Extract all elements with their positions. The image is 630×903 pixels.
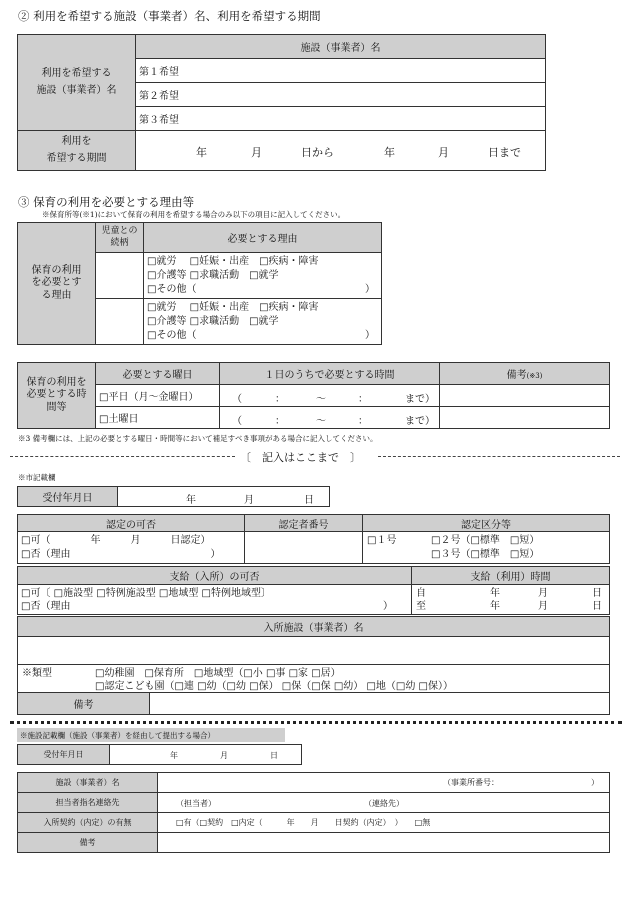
period-label-cell <box>18 131 136 171</box>
day-header: 必要とする曜日 <box>96 363 220 385</box>
divider-text: 〔 記入はここまで 〕 <box>240 451 361 464</box>
saturday-notes[interactable] <box>440 407 610 429</box>
type-label: ※類型 <box>22 668 52 679</box>
weekday-notes[interactable] <box>440 385 610 407</box>
divider-line-right <box>378 456 620 457</box>
contact-label: 担当者指名連絡先 <box>18 793 158 813</box>
reason-2-line3: □その他（ ） <box>147 329 375 341</box>
admission-facility-field[interactable] <box>18 637 610 665</box>
saturday-time[interactable]: （ ： ～ ： まで） <box>220 407 440 429</box>
reason-cell-2[interactable] <box>144 299 382 345</box>
period-month-from: 月 <box>251 146 262 159</box>
facility-received-label: 受付年月日 <box>18 745 110 765</box>
period-year-from: 年 <box>196 146 207 159</box>
number-header: 認定者番号 <box>245 515 363 532</box>
weekday-option[interactable]: □平日（月～金曜日） <box>96 385 220 407</box>
city-notes-label: 備考 <box>18 693 150 715</box>
facility-label-2: 施設（事業者）名 <box>36 84 117 96</box>
deny-option[interactable]: □否（理由 ） <box>21 548 221 560</box>
contact-field[interactable] <box>158 793 610 813</box>
facility-name-field[interactable]: （事業所番号： ） <box>158 773 610 793</box>
facility-label-cell <box>18 35 136 131</box>
admission-table <box>17 616 610 715</box>
type-cell[interactable] <box>18 665 610 693</box>
relation-cell-2[interactable] <box>96 299 144 345</box>
section2-title: ② 利用を希望する施設（事業者）名、利用を希望する期間 <box>18 9 321 23</box>
footnote-3: ※3 備考欄には、上記の必要とする曜日・時間等において補足すべき事項がある場合に記入してください。 <box>18 434 378 443</box>
choice-2[interactable]: 第２希望 <box>136 83 546 107</box>
reason-2-line1: □就労 □妊娠・出産 □疾病・障害 <box>147 301 319 313</box>
divider-line-left <box>10 456 235 457</box>
time-label: 保育の利用を必要とする時間等 <box>18 363 96 429</box>
facility-choice-table <box>17 34 546 171</box>
saturday-option[interactable]: □土曜日 <box>96 407 220 429</box>
period-label-1: 利用を <box>61 136 92 147</box>
choice-1[interactable]: 第１希望 <box>136 59 546 83</box>
reason-2-line2: □介護等 □求職活動 □就学 <box>147 315 279 327</box>
facility-name-label: 施設（事業者）名 <box>18 773 158 793</box>
facility-info-table <box>17 772 610 853</box>
approval-cell[interactable] <box>18 532 245 564</box>
period-field[interactable] <box>136 131 546 171</box>
reason-cell-1[interactable] <box>144 253 382 299</box>
category-header: 認定区分等 <box>363 515 610 532</box>
facility-label-1: 利用を希望する <box>41 68 112 79</box>
supply-time-cell[interactable]: 自 年 月 日 至 年 月 日 <box>412 585 610 615</box>
type-options-1[interactable]: □幼稚園 □保育所 □地域型（□小 □事 □家 □居） <box>95 668 341 679</box>
reason-header: 必要とする理由 <box>144 223 382 253</box>
period-month-to: 月 <box>438 146 449 159</box>
supply-header: 支給（入所）の可否 <box>18 567 412 585</box>
time-header: １日のうちで必要とする時間 <box>220 363 440 385</box>
section3-title: ③ 保育の利用を必要とする理由等 <box>18 195 195 209</box>
facility-received-table <box>17 744 302 765</box>
supply-approve-option[interactable]: □可〔 □施設型 □特例施設型 □地域型 □特例地域型〕 <box>21 587 271 599</box>
facility-notes-label: 備考 <box>18 833 158 853</box>
supply-time-header: 支給（利用）時間 <box>412 567 610 585</box>
facility-received-field[interactable]: 年 月 日 <box>110 745 302 765</box>
type-options-2[interactable]: □認定こども園（□連 □幼（□幼 □保） □保（□保 □幼） □地（□幼 □保）） <box>95 681 454 692</box>
reason-1-line2: □介護等 □求職活動 □就学 <box>147 269 279 281</box>
choice-3[interactable]: 第３希望 <box>136 107 546 131</box>
city-received-label: 受付年月日 <box>18 487 118 507</box>
admission-header: 入所施設（事業者）名 <box>18 617 610 637</box>
contract-label: 入所契約（内定）の有無 <box>18 813 158 833</box>
category-3[interactable]: □３号（□標準 □短） <box>431 549 540 560</box>
facility-label-table <box>17 728 285 742</box>
relation-header: 児童との続柄 <box>96 223 144 253</box>
section3-note: ※保育所等(※1)において保育の利用を希望する場合のみ以下の項目に記入してください。 <box>42 210 346 219</box>
city-notes-field[interactable] <box>150 693 610 715</box>
weekday-time[interactable]: （ ： ～ ： まで） <box>220 385 440 407</box>
supply-deny-option[interactable]: □否（理由 ） <box>21 600 393 612</box>
period-day-from: 日から <box>301 146 334 159</box>
reason-1-line1: □就労 □妊娠・出産 □疾病・障害 <box>147 255 319 267</box>
period-day-to: 日まで <box>488 146 521 159</box>
reason-label: 保育の利用を必要とする理由 <box>18 223 96 345</box>
city-received-field[interactable]: 年 月 日 <box>118 487 330 507</box>
approval-header: 認定の可否 <box>18 515 245 532</box>
category-2[interactable]: □２号（□標準 □短） <box>431 535 540 546</box>
facility-section-label: ※施設記載欄（施設（事業者）を経由して提出する場合） <box>17 728 285 742</box>
supply-table <box>17 566 610 615</box>
facility-header: 施設（事業者）名 <box>136 35 546 59</box>
reason-1-line3: □その他（ ） <box>147 283 375 295</box>
reason-table <box>17 222 382 345</box>
contract-field[interactable]: □有（□契約 □内定（ 年 月 日契約（内定） ） □無 <box>158 813 610 833</box>
category-1[interactable]: □１号 <box>367 535 397 546</box>
contact-person: （担当者） <box>176 799 216 808</box>
number-cell[interactable] <box>245 532 363 564</box>
city-received-table <box>17 486 330 507</box>
dotted-separator <box>10 721 622 724</box>
time-table <box>17 362 610 429</box>
period-label-2: 希望する期間 <box>46 152 107 164</box>
period-year-to: 年 <box>384 146 395 159</box>
contact-phone: （連絡先） <box>364 799 404 808</box>
approval-table <box>17 514 610 564</box>
supply-cell[interactable] <box>18 585 412 615</box>
category-cell[interactable] <box>363 532 610 564</box>
city-label: ※市記載欄 <box>18 473 56 482</box>
facility-notes-field[interactable] <box>158 833 610 853</box>
notes-header: 備考(※3) <box>440 363 610 385</box>
approve-option[interactable]: □可（ 年 月 日認定） <box>21 534 211 546</box>
relation-cell-1[interactable] <box>96 253 144 299</box>
